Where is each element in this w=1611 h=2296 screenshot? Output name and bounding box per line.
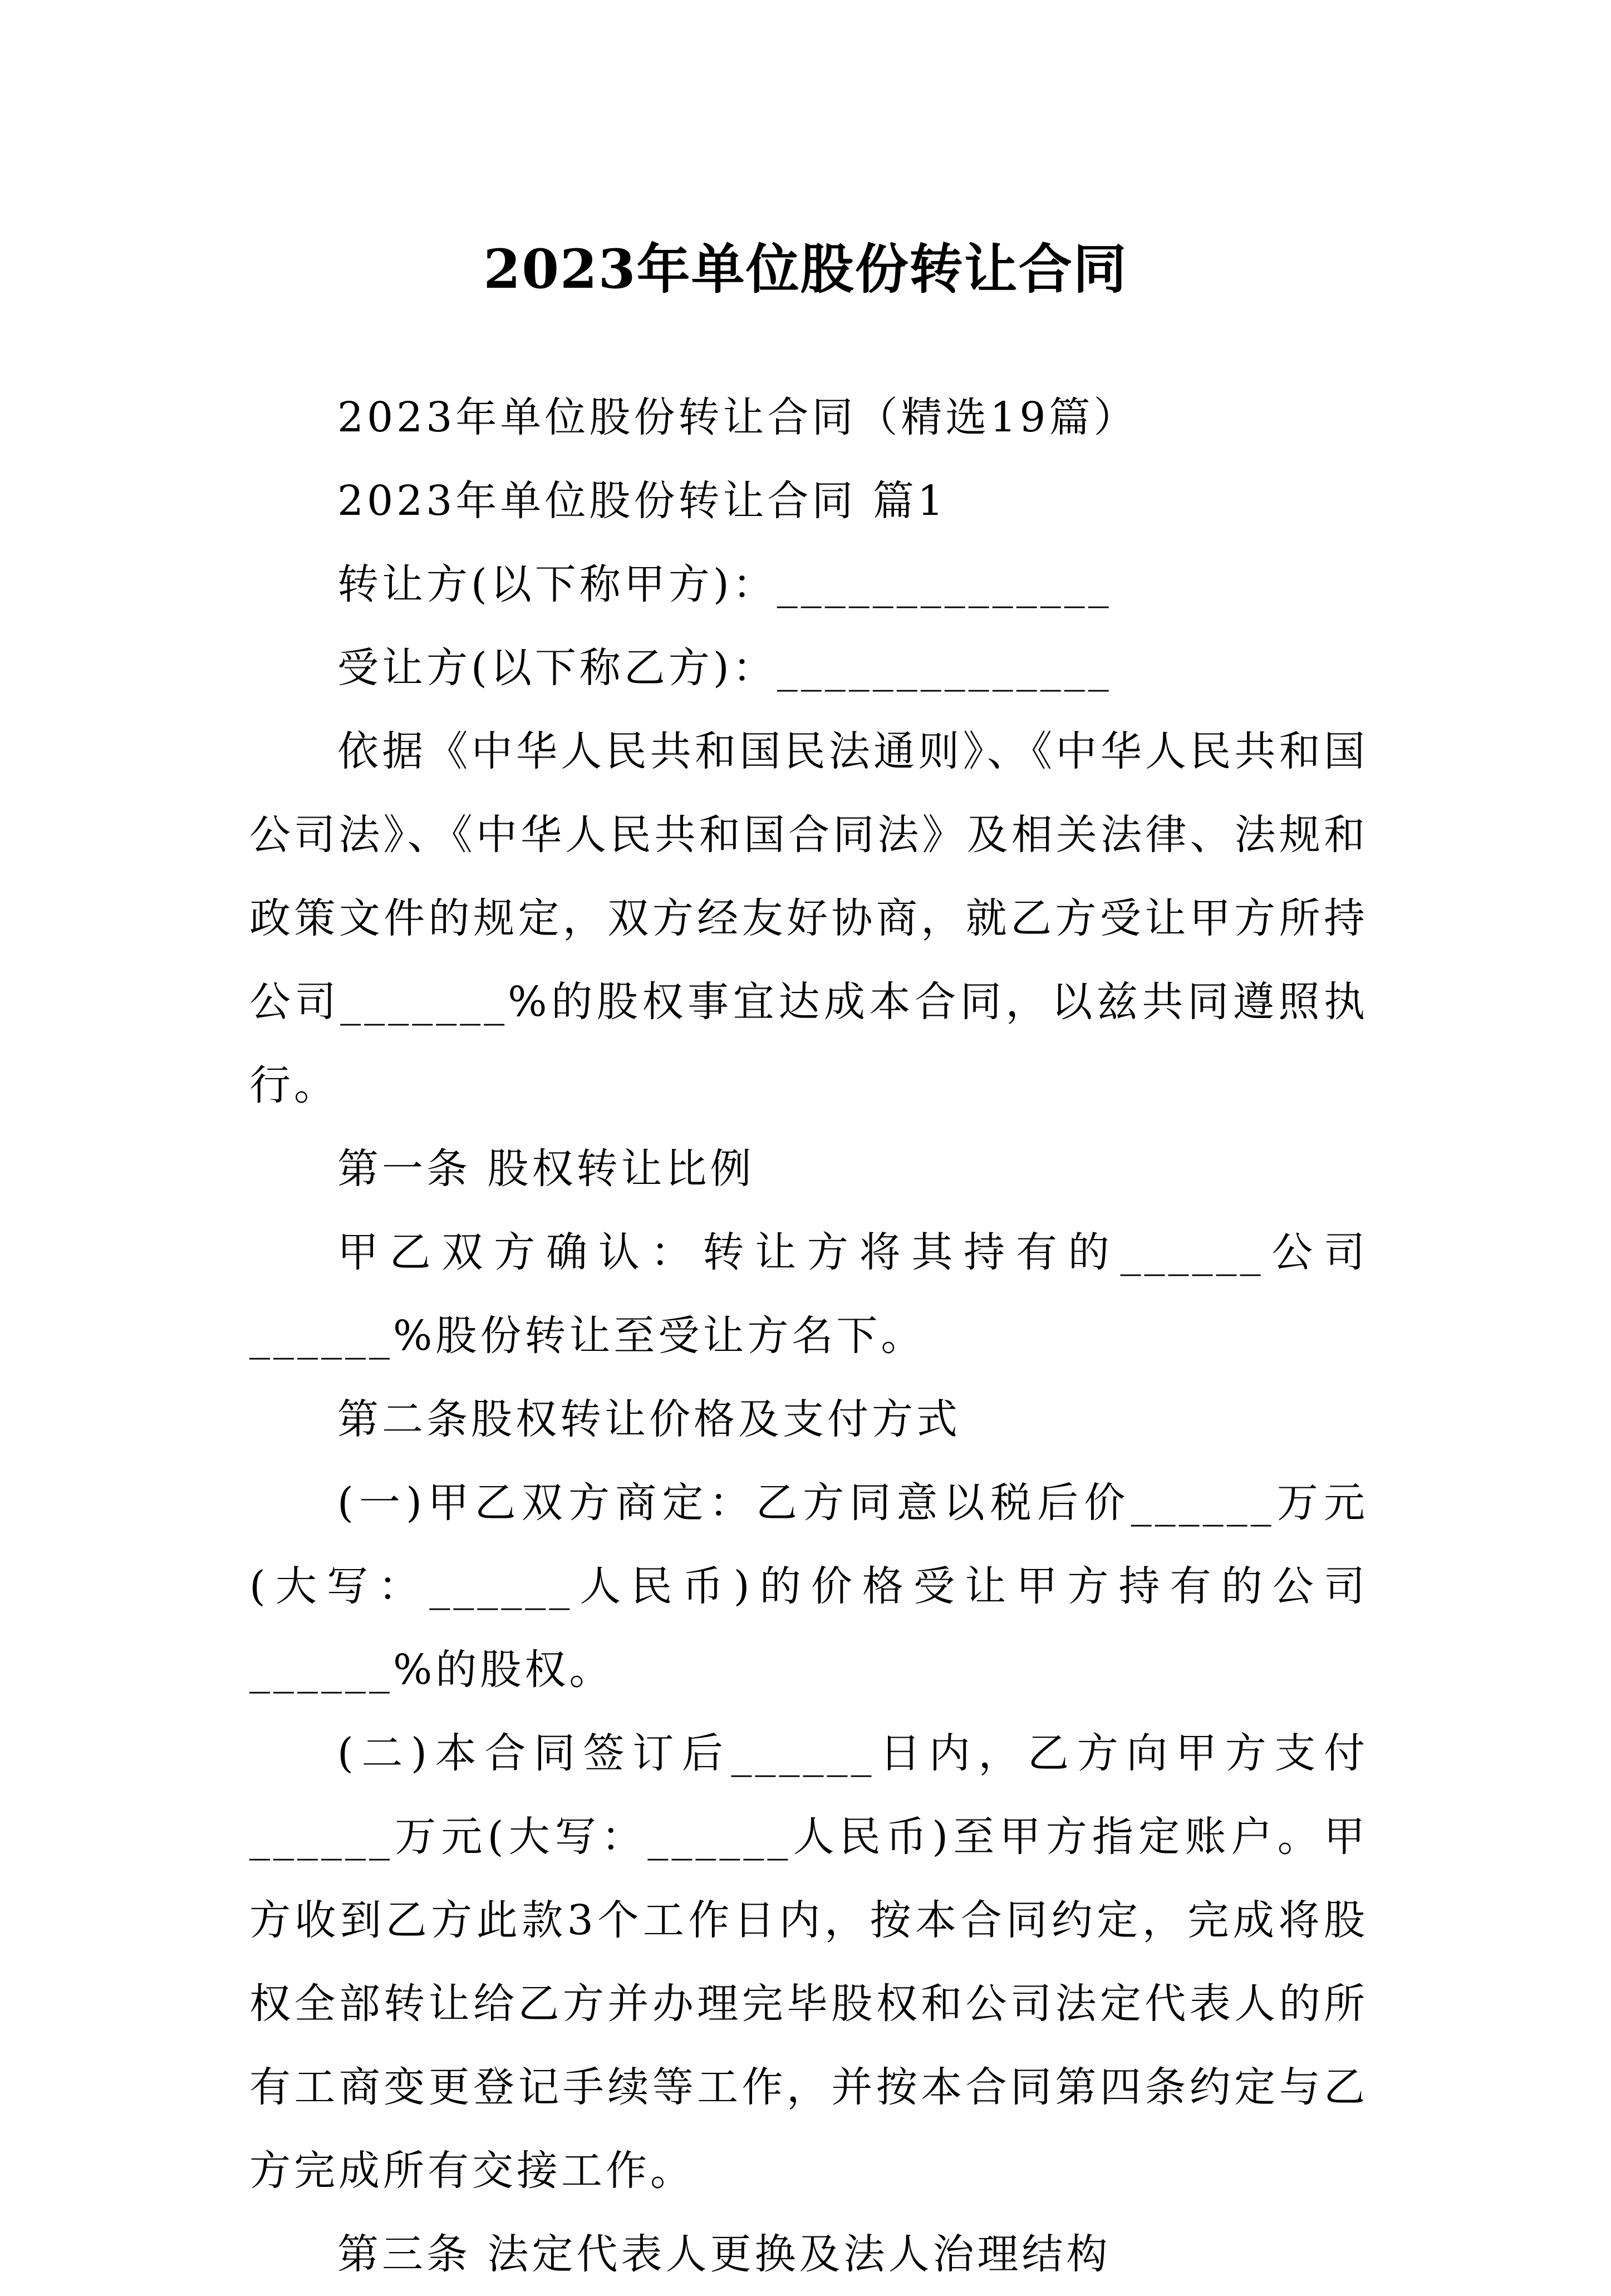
paragraph-article-2-item-2: (二)本合同签订后______日内，乙方向甲方支付______万元(大写：______人民币)至甲方指定账户。甲方收到乙方此款3个工作日内，按本合同约定，完成将股权全部转让给乙方并办理完毕股权和公司法定代表人的所有工商变更登记手续等工作，并按本合同第四条约定与乙方完成所有交接工作。 [249, 1729, 1368, 2195]
paragraph-transferee: 受让方(以下称乙方)：______________ [337, 644, 1112, 692]
paragraph-legal-basis: 依据《中华人民共和国民法通则》、《中华人民共和国公司法》、《中华人民共和国合同法》及相关法律、法规和政策文件的规定，双方经友好协商，就乙方受让甲方所持公司_______%的股权事宜达成本合同，以兹共同遵照执行。 [249, 727, 1368, 1109]
paragraph-article-3-heading: 第三条 法定代表人更换及法人治理结构 [337, 2230, 1111, 2278]
paragraph-section-heading: 2023年单位股份转让合同 篇1 [337, 477, 947, 525]
document-body [249, 376, 1368, 2296]
paragraph-subtitle: 2023年单位股份转让合同（精选19篇） [337, 394, 1138, 441]
paragraph-transferor: 转让方(以下称甲方)：______________ [337, 561, 1112, 608]
paragraph-article-1-heading: 第一条 股权转让比例 [337, 1145, 755, 1193]
paragraph-article-2-heading: 第二条股权转让价格及支付方式 [337, 1395, 961, 1443]
document-title: 2023年单位股份转让合同 [483, 238, 1128, 301]
paragraph-article-1-body: 甲乙双方确认：转让方将其持有的______公司______%股份转让至受让方名下。 [249, 1228, 1368, 1360]
paragraph-article-2-item-1: (一)甲乙双方商定：乙方同意以税后价______万元(大写：______人民币)的价格受让甲方持有的公司______%的股权。 [249, 1479, 1368, 1694]
